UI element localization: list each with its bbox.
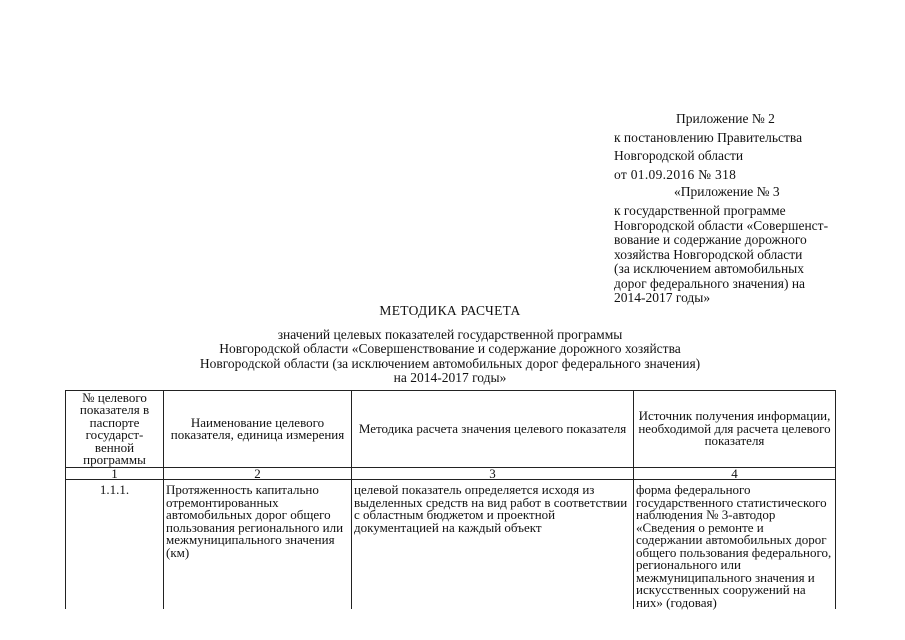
appendix-3-line: (за исключением автомобильных xyxy=(614,261,804,276)
header-cell-number: № целевого показателя в паспорте государст-венной программы xyxy=(66,391,164,468)
header-cell-source: Источник получения информации, необходимой для расчета целевого показателя xyxy=(634,391,836,468)
heading-line: значений целевых показателей государственной программы xyxy=(277,326,623,342)
document-title: МЕТОДИКА РАСЧЕТА xyxy=(379,303,521,318)
column-number: 2 xyxy=(164,468,352,480)
indicators-table xyxy=(65,390,836,609)
table-row xyxy=(66,480,836,610)
indicator-method: целевой показатель определяется исходя из выделенных средств на вид работ в соответствии с областным бюджетом и проектной документацией на каждый объект xyxy=(352,480,634,610)
appendix-3-line: Новгородской области «Совершенст- xyxy=(614,217,829,233)
resolution-date-number: от 01.09.2016 № 318 xyxy=(614,166,737,182)
column-number: 4 xyxy=(634,468,836,480)
heading-line: на 2014-2017 годы» xyxy=(393,370,507,385)
appendix-3-line: вование и содержание дорожного xyxy=(614,232,807,247)
column-number: 1 xyxy=(66,468,164,480)
appendix-2-block xyxy=(614,110,894,184)
document-heading xyxy=(100,304,800,386)
heading-line: Новгородской области (за исключением автомобильных дорог федерального значения) xyxy=(199,355,701,371)
appendix-2-line: к постановлению Правительства xyxy=(614,129,803,145)
appendix-3-line: к государственной программе xyxy=(614,203,786,218)
header-cell-name: Наименование целевого показателя, единица измерения xyxy=(164,391,352,468)
appendix-3-line: дорог федерального значения) на xyxy=(614,275,806,291)
appendix-3-line: 2014-2017 годы» xyxy=(614,290,711,305)
appendix-3-line: хозяйства Новгородской области xyxy=(614,246,803,262)
appendix-2-line: Новгородской области xyxy=(614,148,744,163)
appendix-3-block xyxy=(614,183,894,306)
table-header-row xyxy=(66,391,836,468)
column-number: 3 xyxy=(352,468,634,480)
column-number-row xyxy=(66,468,836,480)
appendix-2-title: Приложение № 2 xyxy=(676,111,775,126)
indicator-number: 1.1.1. xyxy=(66,480,164,610)
appendix-3-title: «Приложение № 3 xyxy=(674,184,780,199)
indicator-name: Протяженность капитально отремонтированных автомобильных дорог общего пользования регионального или межмуниципального значения (км) xyxy=(164,480,352,610)
header-cell-method: Методика расчета значения целевого показателя xyxy=(352,391,634,468)
heading-line: Новгородской области «Совершенствование и содержание дорожного хозяйства xyxy=(219,341,681,356)
indicator-source: форма федерального государственного статистического наблюдения № 3-автодор «Сведения о ремонте и содержании автомобильных дорог общего пользования федерального, регионального или межмуниципального значения и искусственных сооружений на них» (годовая) xyxy=(634,480,836,610)
